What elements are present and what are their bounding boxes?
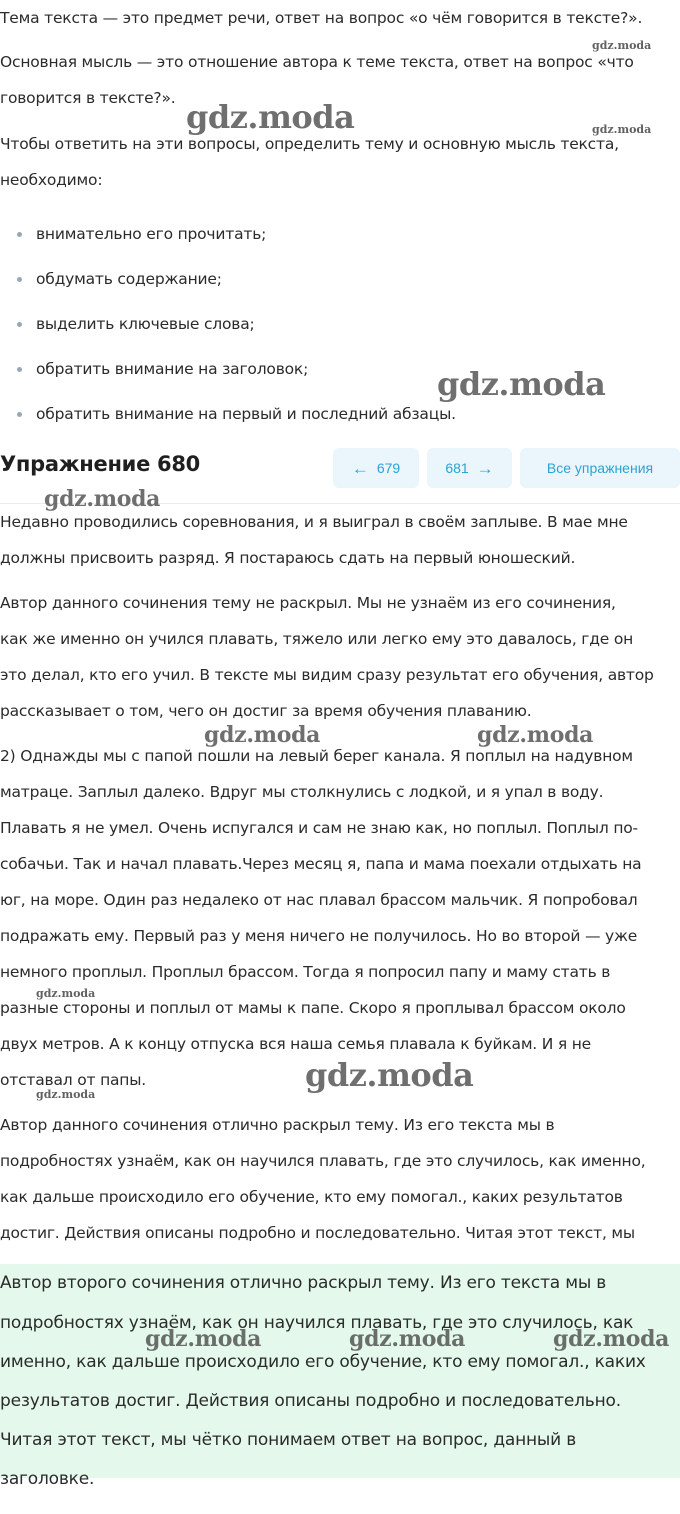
answer-text bbox=[0, 1264, 680, 1489]
arrow-right-icon: → bbox=[476, 458, 494, 478]
body-line: матраце. Заплыл далеко. Вдруг мы столкнулись с лодкой, и я упал в воду. bbox=[0, 783, 604, 801]
watermark-logo: gdz.moda bbox=[145, 1326, 262, 1352]
watermark-logo: gdz.moda bbox=[204, 722, 321, 748]
list-item bbox=[0, 302, 456, 347]
prev-exercise-label: 679 bbox=[376, 460, 401, 476]
watermark-logo: gdz.moda bbox=[349, 1326, 466, 1352]
watermark-logo: gdz.moda bbox=[186, 98, 355, 136]
watermark-logo: gdz.moda bbox=[305, 1056, 474, 1094]
watermark-logo: gdz.moda bbox=[437, 365, 606, 403]
body-line: Автор данного сочинения тему не раскрыл. Мы не узнаём из его сочинения, bbox=[0, 594, 616, 612]
theory-line: необходимо: bbox=[0, 171, 103, 189]
body-line: достиг. Действия описаны подробно и последовательно. Читая этот текст, мы bbox=[0, 1224, 635, 1242]
theory-line: Тема текста — это предмет речи, ответ на вопрос «о чём говорится в тексте?». bbox=[0, 9, 643, 27]
bullet-dot-icon bbox=[17, 412, 22, 417]
body-line: разные стороны и поплыл от мамы к папе. Скоро я проплывал брассом около bbox=[0, 999, 626, 1017]
body-line: рассказывает о том, чего он достиг за время обучения плаванию. bbox=[0, 702, 532, 720]
all-exercises-button[interactable] bbox=[520, 448, 680, 488]
body-line: должны присвоить разряд. Я постараюсь сдать на первый юношеский. bbox=[0, 549, 576, 567]
bullet-dot-icon bbox=[17, 232, 22, 237]
watermark-logo: gdz.moda bbox=[44, 486, 161, 512]
body-line: юг, на море. Один раз недалеко от нас плавал брассом мальчик. Я попробовал bbox=[0, 891, 638, 909]
body-line: это делал, кто его учил. В тексте мы видим сразу результат его обучения, автор bbox=[0, 666, 654, 684]
body-line: собачьи. Так и начал плавать.Через месяц я, папа и мама поехали отдыхать на bbox=[0, 855, 642, 873]
arrow-left-icon: ← bbox=[351, 458, 369, 478]
list-item-text: обратить внимание на заголовок; bbox=[36, 360, 309, 378]
body-line: как же именно он учился плавать, тяжело или легко ему это давалось, где он bbox=[0, 630, 634, 648]
list-item-text: выделить ключевые слова; bbox=[36, 315, 255, 333]
body-line: Автор данного сочинения отлично раскрыл тему. Из его текста мы в bbox=[0, 1116, 555, 1134]
steps-list bbox=[0, 212, 456, 437]
answer-line: Читая этот текст, мы чётко понимаем ответ на вопрос, данный в bbox=[0, 1430, 577, 1450]
theory-line: говорится в тексте?». bbox=[0, 89, 176, 107]
list-item bbox=[0, 392, 456, 437]
answer-line: именно, как дальше происходило его обучение, кто ему помогал., каких bbox=[0, 1352, 646, 1372]
next-exercise-button[interactable] bbox=[427, 448, 512, 488]
list-item bbox=[0, 257, 456, 302]
bullet-dot-icon bbox=[17, 277, 22, 282]
exercise-title: Упражнение 680 bbox=[0, 452, 200, 476]
body-line: немного проплыл. Проплыл брассом. Тогда я попросил папу и маму стать в bbox=[0, 963, 611, 981]
watermark-logo: gdz.moda bbox=[36, 987, 96, 1000]
body-line: двух метров. А к концу отпуска вся наша семья плавала к буйкам. И я не bbox=[0, 1035, 592, 1053]
answer-line: Автор второго сочинения отлично раскрыл тему. Из его текста мы в bbox=[0, 1273, 607, 1293]
theory-line: Чтобы ответить на эти вопросы, определить тему и основную мысль текста, bbox=[0, 135, 619, 153]
body-line: подражать ему. Первый раз у меня ничего не получилось. Но во второй — уже bbox=[0, 927, 638, 945]
answer-line: заголовке. bbox=[0, 1469, 95, 1489]
body-line: Недавно проводились соревнования, и я выиграл в своём заплыве. В мае мне bbox=[0, 513, 628, 531]
answer-line: результатов достиг. Действия описаны подробно и последовательно. bbox=[0, 1391, 621, 1411]
next-exercise-label: 681 bbox=[445, 460, 469, 476]
prev-exercise-button[interactable] bbox=[333, 448, 419, 488]
bullet-dot-icon bbox=[17, 367, 22, 372]
watermark-logo: gdz.moda bbox=[553, 1326, 670, 1352]
watermark-logo: gdz.moda bbox=[477, 722, 594, 748]
body-line: подробностях узнаём, как он научился плавать, где это случилось, как именно, bbox=[0, 1152, 646, 1170]
body-line: как дальше происходило его обучение, кто ему помогал., каких результатов bbox=[0, 1188, 623, 1206]
theory-line: Основная мысль — это отношение автора к теме текста, ответ на вопрос «что bbox=[0, 53, 634, 71]
list-item-text: обратить внимание на первый и последний абзацы. bbox=[36, 405, 456, 423]
body-line: 2) Однажды мы с папой пошли на левый берег канала. Я поплыл на надувном bbox=[0, 747, 633, 765]
watermark-logo: gdz.moda bbox=[36, 1088, 96, 1101]
watermark-logo: gdz.moda bbox=[592, 39, 652, 52]
body-line: Плавать я не умел. Очень испугался и сам не знаю как, но поплыл. Поплыл по- bbox=[0, 819, 638, 837]
all-exercises-label: Все упражнения bbox=[546, 460, 654, 476]
list-item bbox=[0, 212, 456, 257]
bullet-dot-icon bbox=[17, 322, 22, 327]
list-item bbox=[0, 347, 456, 392]
list-item-text: обдумать содержание; bbox=[36, 270, 222, 288]
body-line: отставал от папы. bbox=[0, 1071, 146, 1089]
answer-line: подробностях узнаём, как он научился плавать, где это случилось, как bbox=[0, 1313, 634, 1333]
watermark-logo: gdz.moda bbox=[592, 123, 652, 136]
list-item-text: внимательно его прочитать; bbox=[36, 225, 267, 243]
